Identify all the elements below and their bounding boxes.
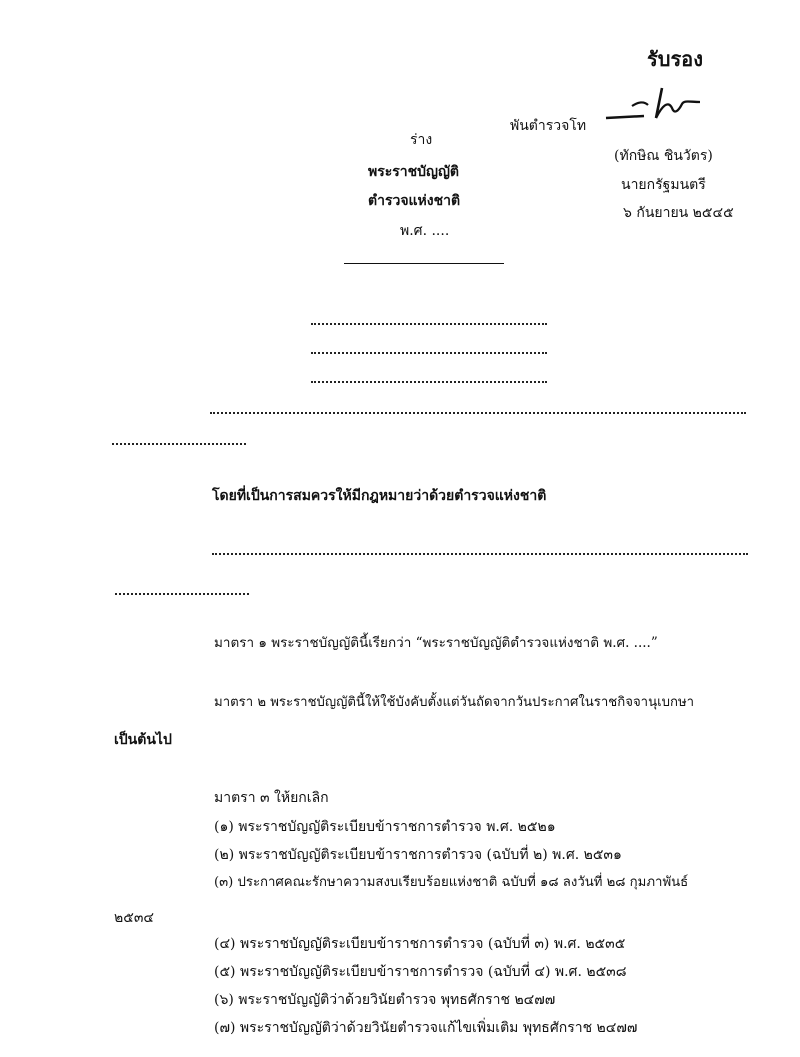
dotted-line <box>311 323 547 325</box>
signature-image <box>604 84 704 124</box>
dotted-line <box>311 381 547 383</box>
section-1: มาตรา ๑ พระราชบัญญัตินี้เรียกว่า “พระราชบัญญัติตำรวจแห่งชาติ พ.ศ. ....” <box>214 635 658 651</box>
repealed-item-1: (๑) พระราชบัญญัติระเบียบข้าราชการตำรวจ พ.ศ. ๒๕๒๑ <box>214 819 556 835</box>
repealed-item-7: (๗) พระราชบัญญัติว่าด้วยวินัยตำรวจแก้ไขเพิ่มเติม พุทธศักราช ๒๔๗๗ <box>214 1020 638 1036</box>
dotted-line <box>311 352 547 354</box>
approval-stamp: รับรอง <box>647 47 703 71</box>
section-2-line-2: เป็นต้นไป <box>114 732 172 748</box>
repealed-item-4: (๔) พระราชบัญญัติระเบียบข้าราชการตำรวจ (ฉบับที่ ๓) พ.ศ. ๒๕๓๕ <box>214 936 626 952</box>
act-label: พระราชบัญญัติ <box>368 164 459 180</box>
draft-label: ร่าง <box>410 132 433 148</box>
act-year: พ.ศ. .... <box>400 223 450 239</box>
dotted-line <box>112 443 246 445</box>
repealed-item-5: (๕) พระราชบัญญัติระเบียบข้าราชการตำรวจ (ฉบับที่ ๔) พ.ศ. ๒๕๓๘ <box>214 964 627 980</box>
repealed-item-2: (๒) พระราชบัญญัติระเบียบข้าราชการตำรวจ (ฉบับที่ ๒) พ.ศ. ๒๕๓๑ <box>214 847 622 863</box>
dotted-line <box>212 553 748 555</box>
dotted-line <box>210 412 746 414</box>
section-2-line-1: มาตรา ๒ พระราชบัญญัตินี้ให้ใช้บังคับตั้งแต่วันถัดจากวันประกาศในราชกิจจานุเบกษา <box>214 695 695 710</box>
repealed-item-3-continued: ๒๕๓๔ <box>114 910 154 926</box>
approval-date: ๖ กันยายน ๒๕๔๕ <box>623 205 734 221</box>
section-3: มาตรา ๓ ให้ยกเลิก <box>214 790 329 806</box>
repealed-item-6: (๖) พระราชบัญญัติว่าด้วยวินัยตำรวจ พุทธศักราช ๒๔๗๗ <box>214 992 556 1008</box>
dotted-line <box>115 593 249 595</box>
approval-rank: พันตำรวจโท <box>510 118 587 134</box>
approval-signer-name: (ทักษิณ ชินวัตร) <box>614 148 713 164</box>
title-rule <box>344 263 504 264</box>
repealed-item-3: (๓) ประกาศคณะรักษาความสงบเรียบร้อยแห่งชาติ ฉบับที่ ๑๘ ลงวันที่ ๒๘ กุมภาพันธ์ <box>214 875 689 890</box>
act-name: ตำรวจแห่งชาติ <box>368 193 461 209</box>
approval-signer-title: นายกรัฐมนตรี <box>621 177 706 193</box>
preamble-reason: โดยที่เป็นการสมควรให้มีกฎหมายว่าด้วยตำรวจแห่งชาติ <box>212 488 547 504</box>
